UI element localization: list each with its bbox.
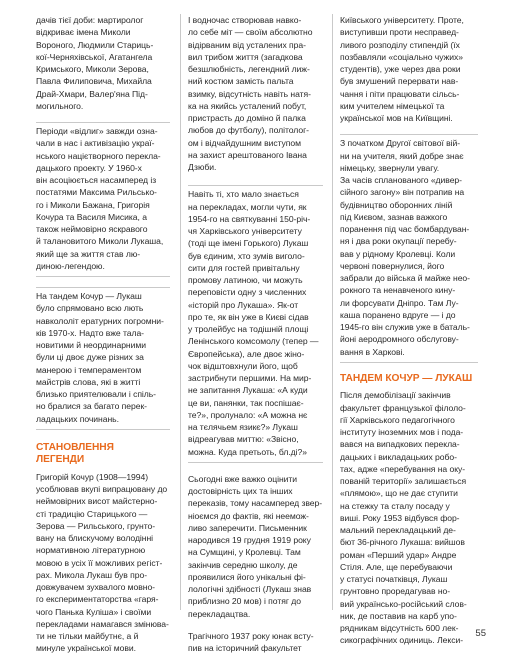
text-line: тах, адже «перебування на оку- xyxy=(340,463,466,474)
col2-paragraph-2 xyxy=(188,630,323,655)
text-line: могильного. xyxy=(36,100,84,111)
text-line: новитими й неординарними xyxy=(36,340,146,350)
col2-box xyxy=(188,185,323,463)
text-line: го і Миколи Бажана, Григорія xyxy=(36,199,150,210)
text-line: дацького проекту. У 1960-х xyxy=(36,162,142,173)
text-line: достовірність цих та інших xyxy=(188,486,293,496)
text-line: ків 1970-х. Надто вже тала- xyxy=(36,327,144,338)
text-line: ливо заперечити. Письменник xyxy=(188,522,307,533)
col1-box2-text xyxy=(36,290,170,425)
text-line: приблизно 20 мов) і потяг до xyxy=(188,596,301,607)
text-line: який ще за життя став лю- xyxy=(36,248,141,259)
text-line: будівництво оборонних ліній xyxy=(340,199,453,210)
text-line: рах. Микола Лукаш був про- xyxy=(36,569,148,580)
text-line: вил трибом життя (загадкова xyxy=(188,51,303,62)
text-line: сті традицію Старицького — xyxy=(36,508,148,519)
text-line: «плямою», що не дає ступити xyxy=(340,488,458,499)
col1-paragraph xyxy=(36,471,170,655)
text-line: гії Харківського педагогічного xyxy=(340,414,455,425)
text-line: були ці двоє дуже різних за xyxy=(36,352,144,363)
text-line: сити для гостей привітальну xyxy=(188,262,300,273)
text-line: усоблював вкупі випрацювану до xyxy=(36,484,168,495)
text-line: не запитання Лукаша: «А куди xyxy=(188,385,308,396)
text-line: забрали до війська й майже нео- xyxy=(340,273,470,283)
text-line: відреагував миттю: «Звісно, xyxy=(188,434,299,445)
text-line: Зерова — Рильського, грунто- xyxy=(36,520,156,531)
text-line: сійного загону» він потрапив на xyxy=(340,187,465,198)
text-line: Вороного, Людмили Стариць- xyxy=(36,39,154,50)
text-line: (тоді ще імені Горького) Лукаш xyxy=(188,238,309,249)
column-divider xyxy=(180,14,181,610)
text-line: Кочура та Василя Мисика, а xyxy=(36,211,147,222)
text-line: 1954-го на святкуванні 150-річ- xyxy=(188,213,311,224)
text-line: кої-Черняхівської, Агатангела xyxy=(36,51,153,62)
col1-intro xyxy=(36,14,170,112)
col1-box-2 xyxy=(36,287,170,430)
text-line: на тєлячьем язикє?» Лукаш xyxy=(188,422,298,432)
text-line: ли форсувати Дніпро. Там Лу- xyxy=(340,297,459,308)
text-line: постатями Максима Рильсько- xyxy=(36,187,157,198)
text-line: чого Панька Куліша» і своїми xyxy=(36,606,152,617)
text-line: Павла Филиповича, Михайла xyxy=(36,76,152,87)
text-line: взимку, відсутність навіть натя- xyxy=(188,88,311,99)
text-line: червоні повернулися, його xyxy=(340,260,445,271)
text-line: ни на учителя, який добре знає xyxy=(340,150,464,161)
text-line: у тролейбус на тодішній площі xyxy=(188,324,309,334)
text-line: про те, як він уже в Києві сідав xyxy=(188,311,309,322)
text-line: Київського університету. Проте, xyxy=(340,15,464,25)
col1-box1-text xyxy=(36,125,170,272)
text-line: було спрямовано всю лють xyxy=(36,303,144,314)
text-line: відкриває імена Миколи xyxy=(36,27,131,38)
text-line: можна. Куда претьоть, бл.ді?» xyxy=(188,446,307,457)
text-line: вання в Харкові. xyxy=(340,346,405,357)
text-line: був єдиним, хто зумів виголо- xyxy=(188,250,305,261)
text-line: Драй-Хмари, Валер'яна Під- xyxy=(36,88,148,99)
text-line: нормативною літературною xyxy=(36,545,146,556)
text-line: ким учителем німецької та xyxy=(340,100,445,111)
text-line: го експериментаторства «гаря- xyxy=(36,594,159,605)
column-2 xyxy=(188,14,323,654)
text-line: студентів), уже через два роки xyxy=(340,64,461,74)
text-line: застрибнути першими. На мир- xyxy=(188,373,312,383)
text-line: промову латиною, чи можуть xyxy=(188,275,303,285)
text-line: на перекладах, могли чути, як xyxy=(188,201,307,212)
col2-intro xyxy=(188,14,323,173)
col2-box-text xyxy=(188,188,323,458)
text-line: За часів спланованого «дивер- xyxy=(340,175,462,185)
text-line: майстрів слова, які в житті xyxy=(36,376,141,387)
text-line: безшлюбність, легендний лиж- xyxy=(188,64,310,74)
text-line: це ви, панянки, так поспішає- xyxy=(188,397,304,408)
text-line: СТАНОВЛЕННЯ xyxy=(36,441,114,453)
text-line: Сьогодні вже важко оцінити xyxy=(188,473,298,484)
text-line: ка на якийсь усталений побут, xyxy=(188,100,307,111)
text-line: інституту іноземних мов і пода- xyxy=(340,427,464,438)
text-line: ніоємся до фактів, які неемож- xyxy=(188,510,309,521)
text-line: переказів, тому насамперед звер- xyxy=(188,498,323,509)
text-line: чали в нас і активізацію украї- xyxy=(36,138,155,149)
text-line: Періоди «відлиг» завжди озна- xyxy=(36,126,158,136)
text-line: Після демобілізації закінчив xyxy=(340,390,451,401)
text-line: ЛЕГЕНДИ xyxy=(36,454,85,466)
text-line: Стіля. Але, ще перебуваючи xyxy=(340,561,453,572)
text-line: виступивши проти несправед- xyxy=(340,27,459,38)
text-line: І водночас створював навко- xyxy=(188,15,302,25)
text-line: 1945-го він служив уже в баталь- xyxy=(340,322,470,332)
text-line: ло себе міт — своїм абсолютно xyxy=(188,27,313,38)
text-line: «історій про Лукаша». Як-от xyxy=(188,299,299,310)
text-line: вав у рідному Кролевці. Коли xyxy=(340,248,456,259)
text-line: народився 19 грудня 1919 року xyxy=(188,535,311,545)
text-line: неймовірних висот майстерно- xyxy=(36,496,158,507)
text-line: довжувачем зухвалого мовно- xyxy=(36,582,155,593)
text-line: но бралися за багато перек- xyxy=(36,401,147,412)
text-line: ний костюм замість пальта xyxy=(188,76,294,87)
text-line: Дзюби. xyxy=(188,162,217,172)
text-line: на Сумщині, у Кролевці. Там xyxy=(188,547,301,558)
col3-box-text xyxy=(340,137,478,358)
text-line: каша поранено вдруге — і до xyxy=(340,309,456,320)
text-line: Європейська), але двоє жіно- xyxy=(188,348,305,359)
text-line: закінчив середню школу, де xyxy=(188,559,298,570)
text-line: перекладацтва. xyxy=(188,608,251,619)
text-line: під Києвом, зазнав важкого xyxy=(340,211,448,222)
text-line: ом і відчайдушним виступом xyxy=(188,137,301,148)
text-line: на стежку та сталу посаду у xyxy=(340,500,450,511)
text-line: переповісти одну з численних xyxy=(188,287,307,298)
text-line: те?», пролунало: «А можна нє xyxy=(188,409,308,420)
text-line: грунтовно проредагував но- xyxy=(340,586,451,597)
text-line: навкололіт ературних погромни- xyxy=(36,315,164,326)
col3-paragraph-1 xyxy=(340,14,478,124)
text-line: відірваним від усталених пра- xyxy=(188,39,306,50)
text-line: близько приятелювали і спіль- xyxy=(36,389,156,399)
text-line: любов до футболу), політолог- xyxy=(188,125,309,136)
text-line: української мов на Київщині. xyxy=(340,113,453,123)
text-line: ливого розподілу стипендій (їх xyxy=(340,39,460,50)
text-line: мальний перекладацький де- xyxy=(340,525,456,536)
col2-paragraph-1 xyxy=(188,473,323,620)
text-line: й талановитого Миколи Лукаша, xyxy=(36,236,164,247)
section-heading-stanovlennia xyxy=(36,442,170,467)
text-line: чя Харківського університету xyxy=(188,226,302,236)
col1-box-1 xyxy=(36,122,170,277)
text-line: ник, де поставив на карб упо- xyxy=(340,610,457,621)
text-line: також неймовірно яскравого xyxy=(36,224,148,234)
section-heading-tandem: ТАНДЕМ КОЧУР — ЛУКАШ xyxy=(340,372,473,384)
column-divider xyxy=(332,14,333,610)
text-line: виші. Року 1953 відбувся фор- xyxy=(340,512,460,523)
text-line: пристрасть до доміно й палка xyxy=(188,113,306,123)
text-line: дацьких і викладацьких робо- xyxy=(340,451,457,462)
text-line: роман «Перший удар» Андре xyxy=(340,549,457,560)
text-line: чок відштовхнули його, щоб xyxy=(188,360,298,371)
text-line: лологічні здібності (Лукаш знав xyxy=(188,584,312,594)
text-line: ня і два роки окупації перебу- xyxy=(340,236,457,247)
text-line: бют 36-річного Лукаша: вийшов xyxy=(340,537,465,548)
text-line: позбавляли «соціально чужих» xyxy=(340,51,463,62)
text-line: Навіть ті, хто мало знається xyxy=(188,189,299,200)
text-line: вий українсько-російський слов- xyxy=(340,598,467,609)
text-line: чання і піти працювати сільсь- xyxy=(340,88,460,99)
text-line: Ленінського комсомолу (тепер — xyxy=(188,336,319,347)
text-line: був змушений перервати нав- xyxy=(340,76,459,87)
text-line: Трагічного 1937 року юнак всту- xyxy=(188,630,314,641)
text-line: у статусі початківця, Лукаш xyxy=(340,574,448,585)
text-line: манерою і темпераментом xyxy=(36,364,142,375)
text-line: німецьку, звернули увагу. xyxy=(340,162,440,173)
text-line: вався на випадкових перекла- xyxy=(340,439,460,450)
col3-paragraph-2 xyxy=(340,389,478,646)
text-line: нського націєтворного перекла- xyxy=(36,150,161,161)
text-line: на захист арештованого Івана xyxy=(188,149,307,160)
column-1 xyxy=(36,14,170,655)
text-line: ладацьких починань. xyxy=(36,413,119,424)
text-line: Григорій Кочур (1908—1994) xyxy=(36,471,149,482)
text-line: проявилися його унікальні фі- xyxy=(188,571,306,582)
text-line: мовою в усіх її можливих регіст- xyxy=(36,557,163,568)
text-line: Кримського, Миколи Зерова, xyxy=(36,64,149,74)
text-line: поранення під час бомбардуван- xyxy=(340,224,470,234)
text-line: диною-легендою. xyxy=(36,260,105,271)
text-line: На тандем Кочур — Лукаш xyxy=(36,291,142,301)
col3-box xyxy=(340,134,478,363)
text-line: йоні аеродромного обслугову- xyxy=(340,334,459,345)
text-line: минуле української мови. xyxy=(36,643,136,654)
text-line: сикографічних одиниць. Лекси- xyxy=(340,635,464,646)
text-line: факультет французької філоло- xyxy=(340,402,466,413)
text-line: дачів тієї доби: мартиролог xyxy=(36,15,144,25)
page-number: 55 xyxy=(475,628,486,639)
text-line: З початком Другої світової вій- xyxy=(340,138,461,149)
column-3 xyxy=(340,14,478,647)
text-line: перекладами намагався змінюва- xyxy=(36,618,169,629)
text-line: рокного та ненавченого кину- xyxy=(340,285,456,296)
text-line: він асоціюється насамперед із xyxy=(36,175,157,185)
text-line: ти не тільки майбутнє, а й xyxy=(36,631,139,642)
text-line: пив на історичний факультет xyxy=(188,643,302,653)
text-line: рядникам відсутність 600 лек- xyxy=(340,623,459,634)
text-line: вану на блискучому володінні xyxy=(36,533,154,544)
text-line: пованій території» залишається xyxy=(340,476,467,487)
